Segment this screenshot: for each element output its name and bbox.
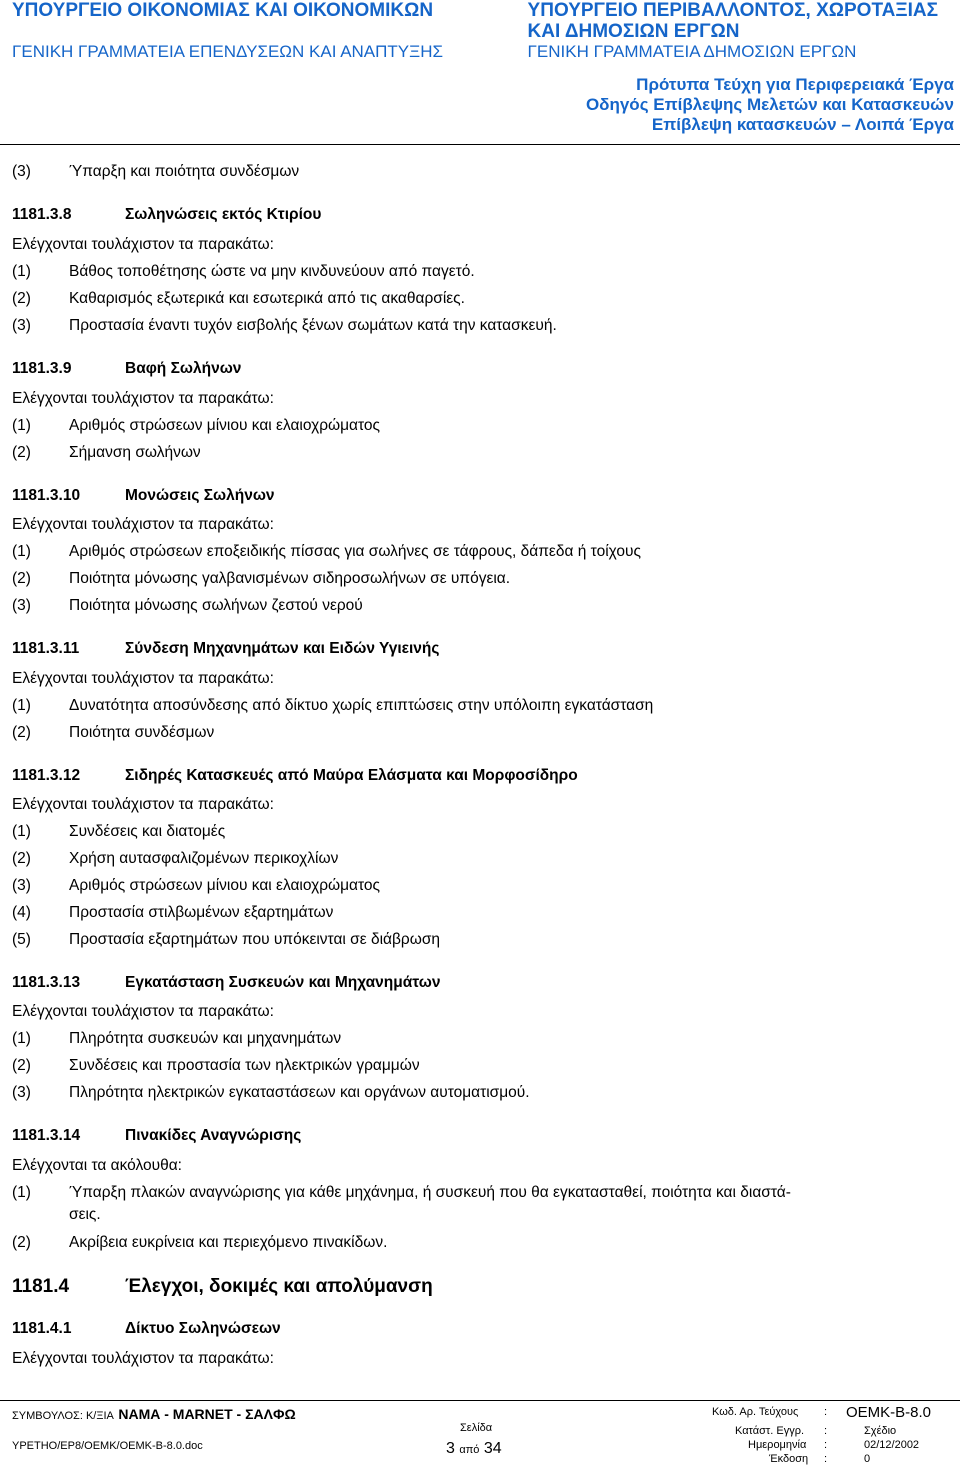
page-of: από <box>459 1444 480 1456</box>
item-text: Συνδέσεις και διατομές <box>69 823 226 840</box>
right-ministry-line2: ΚΑΙ ΔΗΜΟΣΙΩΝ ΕΡΓΩΝ <box>527 21 740 42</box>
section-title: Εγκατάσταση Συσκευών και Μηχανημάτων <box>125 974 441 991</box>
section-number: 1181.3.11 <box>12 640 80 657</box>
item-text: Ποιότητα μόνωσης γαλβανισμένων σιδηροσωλήνων σε υπόγεια. <box>69 570 511 587</box>
item-text: Σήμανση σωλήνων <box>69 444 201 461</box>
item-number: (2) <box>12 290 31 307</box>
item-number: (2) <box>12 570 31 587</box>
item-text: Χρήση αυτασφαλιζομένων περικοχλίων <box>69 850 339 867</box>
item-text: Αριθμός στρώσεων μίνιου και ελαιοχρώματος <box>69 417 381 434</box>
section-intro: Ελέγχονται τουλάχιστον τα παρακάτω: <box>12 390 274 407</box>
status-label: Κατάστ. Εγγρ. <box>735 1425 805 1437</box>
section-title: Μονώσεις Σωλήνων <box>125 487 275 504</box>
item-text: Συνδέσεις και προστασία των ηλεκτρικών γραμμών <box>69 1057 420 1074</box>
advisor-name: ΝΑΜΑ - MARNET - ΣΑΛΦΩ <box>118 1406 296 1422</box>
chapter-title: Έλεγχοι, δοκιμές και απολύμανση <box>125 1276 433 1297</box>
colon: : <box>824 1406 828 1418</box>
section-number: 1181.3.9 <box>12 360 72 377</box>
section-number: 1181.3.12 <box>12 767 81 784</box>
item-number: (1) <box>12 1030 31 1047</box>
item-text: Βάθος τοποθέτησης ώστε να μην κινδυνεύουν από παγετό. <box>69 263 475 280</box>
page-total: 34 <box>483 1440 502 1457</box>
file-path: ΥΡΕΤΗΟ/ΕΡ8/ΟΕΜΚ/ΟΕΜΚ-Β-8.0.doc <box>12 1440 203 1452</box>
item-number: (1) <box>12 263 31 280</box>
code-label: Κωδ. Αρ. Τεύχους <box>712 1406 799 1418</box>
date-label: Ημερομηνία <box>748 1439 807 1451</box>
section-number: 1181.3.14 <box>12 1127 81 1144</box>
page-number: 3 <box>446 1440 455 1457</box>
page-label: Σελίδα <box>460 1422 493 1434</box>
footer-rule <box>0 1400 960 1401</box>
item-number: (3) <box>12 877 31 894</box>
left-secretariat: ΓΕΝΙΚΗ ΓΡΑΜΜΑΤΕΙΑ ΕΠΕΝΔΥΣΕΩΝ ΚΑΙ ΑΝΑΠΤΥΞΗΣ <box>12 42 443 61</box>
right-ministry-line1: ΥΠΟΥΡΓΕΙΟ ΠΕΡΙΒΑΛΛΟΝΤΟΣ, ΧΩΡΟΤΑΞΙΑΣ <box>527 0 938 21</box>
item-text: Προστασία εξαρτημάτων που υπόκεινται σε διάβρωση <box>69 931 441 948</box>
item-number: (2) <box>12 724 31 741</box>
item-number: (3) <box>12 163 31 180</box>
item-text: Ακρίβεια ευκρίνεια και περιεχόμενο πινακίδων. <box>69 1234 388 1251</box>
section-title: Σιδηρές Κατασκευές από Μαύρα Ελάσματα και Μορφοσίδηρο <box>125 767 578 784</box>
item-number: (3) <box>12 317 31 334</box>
status-value: Σχέδιο <box>864 1425 897 1437</box>
section-title: Σύνδεση Μηχανημάτων και Ειδών Υγιεινής <box>125 640 440 657</box>
section-intro: Ελέγχονται τουλάχιστον τα παρακάτω: <box>12 1350 274 1367</box>
section-intro: Ελέγχονται τουλάχιστον τα παρακάτω: <box>12 796 274 813</box>
section-number: 1181.4.1 <box>12 1320 72 1337</box>
item-text: Πληρότητα συσκευών και μηχανημάτων <box>69 1030 342 1047</box>
right-secretariat: ΓΕΝΙΚΗ ΓΡΑΜΜΑΤΕΙΑ ΔΗΜΟΣΙΩΝ ΕΡΓΩΝ <box>527 42 857 61</box>
item-text: Δυνατότητα αποσύνδεσης από δίκτυο χωρίς επιπτώσεις στην υπόλοιπη εγκατάσταση <box>69 697 654 714</box>
section-title: Σωληνώσεις εκτός Κτιρίου <box>125 206 322 223</box>
item-number: (1) <box>12 543 31 560</box>
advisor-label: ΣΥΜΒΟΥΛΟΣ: Κ/ΞΙΑ <box>12 1410 114 1422</box>
section-intro: Ελέγχονται τουλάχιστον τα παρακάτω: <box>12 1003 274 1020</box>
page-indicator <box>446 1440 502 1458</box>
section-number: 1181.3.10 <box>12 487 81 504</box>
header-left <box>12 0 443 62</box>
section-intro: Ελέγχονται τουλάχιστον τα παρακάτω: <box>12 516 274 533</box>
item-number: (5) <box>12 931 31 948</box>
colon: : <box>824 1425 828 1437</box>
item-text: Αριθμός στρώσεων μίνιου και ελαιοχρώματος <box>69 877 381 894</box>
item-text: Ποιότητα μόνωσης σωλήνων ζεστού νερού <box>69 597 363 614</box>
item-text: Ύπαρξη πλακών αναγνώρισης για κάθε μηχάνημα, ή συσκευή που θα εγκατασταθεί, ποιότητα και διαστά- <box>69 1184 791 1201</box>
colon: : <box>824 1439 828 1451</box>
doc-title-1: Πρότυπα Τεύχη για Περιφερειακά Έργα <box>636 75 954 94</box>
header-rule <box>0 144 960 145</box>
item-number: (1) <box>12 697 31 714</box>
section-title: Πινακίδες Αναγνώρισης <box>125 1127 302 1144</box>
section-title: Βαφή Σωλήνων <box>125 360 242 377</box>
section-intro: Ελέγχονται τα ακόλουθα: <box>12 1157 182 1174</box>
section-title: Δίκτυο Σωληνώσεων <box>125 1320 281 1337</box>
item-number: (2) <box>12 1234 31 1251</box>
item-number: (4) <box>12 904 31 921</box>
item-number: (1) <box>12 823 31 840</box>
item-number: (3) <box>12 597 31 614</box>
item-text: Ποιότητα συνδέσμων <box>69 724 215 741</box>
item-text: Ύπαρξη και ποιότητα συνδέσμων <box>69 163 300 180</box>
item-number: (2) <box>12 850 31 867</box>
section-intro: Ελέγχονται τουλάχιστον τα παρακάτω: <box>12 670 274 687</box>
item-number: (3) <box>12 1084 31 1101</box>
code-value: ΟΕΜΚ-Β-8.0 <box>846 1404 932 1421</box>
item-number: (1) <box>12 1184 31 1201</box>
item-text: Προστασία έναντι τυχόν εισβολής ξένων σωμάτων κατά την κατασκευή. <box>69 317 557 334</box>
header-right <box>528 0 938 62</box>
section-number: 1181.3.8 <box>12 206 72 223</box>
doc-titles <box>586 75 954 135</box>
item-number: (2) <box>12 444 31 461</box>
left-ministry: ΥΠΟΥΡΓΕΙΟ ΟΙΚΟΝΟΜΙΑΣ ΚΑΙ ΟΙΚΟΝΟΜΙΚΩΝ <box>12 0 434 21</box>
item-number: (2) <box>12 1057 31 1074</box>
edition-value: 0 <box>864 1453 871 1465</box>
section-intro: Ελέγχονται τουλάχιστον τα παρακάτω: <box>12 236 274 253</box>
doc-title-2: Οδηγός Επίβλεψης Μελετών και Κατασκευών <box>585 95 954 114</box>
advisor-line <box>12 1406 296 1424</box>
doc-title-3: Επίβλεψη κατασκευών – Λοιπά Έργα <box>651 115 954 134</box>
date-value: 02/12/2002 <box>864 1439 920 1451</box>
item-text: Καθαρισμός εξωτερικά και εσωτερικά από τις ακαθαρσίες. <box>69 290 465 307</box>
chapter-number: 1181.4 <box>12 1276 70 1297</box>
item-text: Αριθμός στρώσεων εποξειδικής πίσσας για σωλήνες σε τάφρους, δάπεδα ή τοίχους <box>69 543 641 560</box>
item-text: Πληρότητα ηλεκτρικών εγκαταστάσεων και οργάνων αυτοματισμού. <box>69 1084 530 1101</box>
item-text-continuation: σεις. <box>69 1206 101 1223</box>
item-number: (1) <box>12 417 31 434</box>
item-text: Προστασία στιλβωμένων εξαρτημάτων <box>69 904 334 921</box>
colon: : <box>824 1453 828 1465</box>
section-number: 1181.3.13 <box>12 974 81 991</box>
edition-label: Έκδοση <box>769 1453 809 1465</box>
